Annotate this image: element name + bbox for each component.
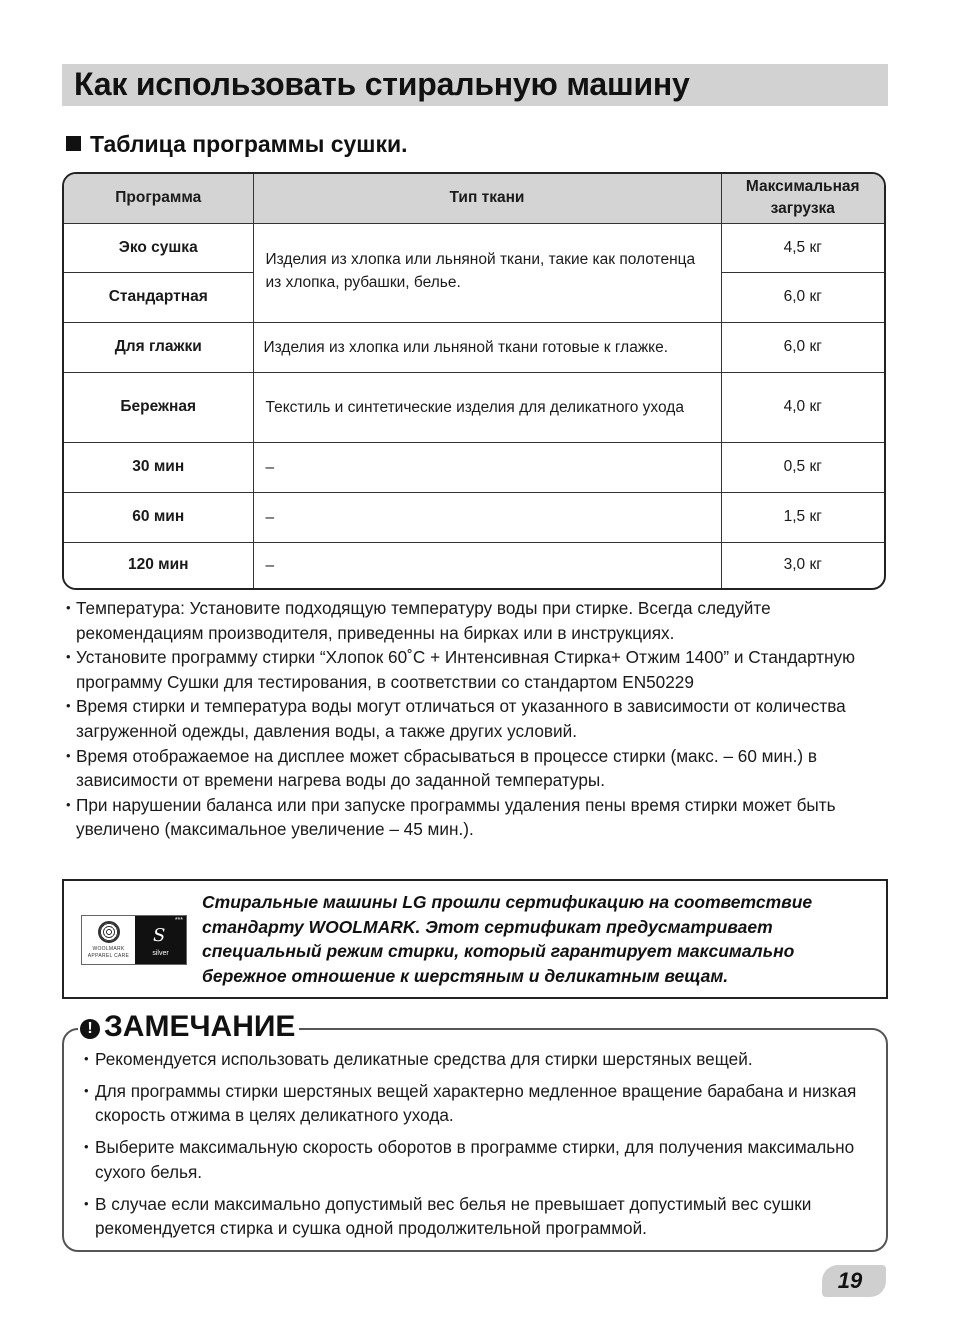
woolmark-stars: *** [174,917,183,924]
table-row [64,322,884,372]
page-number: 19 [837,1268,863,1293]
remark-title [78,1010,299,1044]
woolmark-s-icon: S [153,925,166,946]
header-fabric: Тип ткани [253,174,721,223]
list-item: • Рекомендуется использовать деликатные средства для стирки шерстяных вещей. [84,1047,874,1071]
notes-list [66,596,888,842]
program-cell: Эко сушка [64,223,253,272]
table-row [64,372,884,442]
load-cell: 0,5 кг [721,442,884,492]
exclamation-icon: ! [80,1019,100,1039]
program-cell: 120 мин [64,542,253,588]
program-cell: Бережная [64,372,253,442]
woolmark-emblem [82,916,135,964]
table-row [64,223,884,272]
table-row [64,442,884,492]
header-load: Максимальная загрузка [721,174,884,223]
page-header [62,64,888,106]
load-cell: 3,0 кг [721,542,884,588]
woolmark-logo-subtext: APPAREL CARE [87,953,130,959]
table-header-row [64,174,884,223]
list-item: • Для программы стирки шерстяных вещей характерно медленное вращение барабана и низкая скорость отжима в целях деликатного ухода. [84,1079,874,1128]
load-cell: 4,0 кг [721,372,884,442]
list-item: • Выберите максимальную скорость оборотов в программе стирки, для получения максимально сухого белья. [84,1135,874,1184]
table-row [64,542,884,588]
list-item: • В случае если максимально допустимый вес белья не превышает допустимый вес сушки рекомендуется стирка и сушка одной продолжительной программой. [84,1192,874,1241]
page-number-badge [822,1265,886,1297]
woolmark-logo-text: WOOLMARK [92,946,125,952]
drying-program-table [62,172,886,590]
woolmark-silver-badge [135,916,186,964]
load-cell: 4,5 кг [721,223,884,272]
load-cell: 6,0 кг [721,322,884,372]
list-item: • Установите программу стирки “Хлопок 60˚С + Интенсивная Стирка+ Отжим 1400” и Стандартную программу Сушки для тестирования, в соответствии со стандартом EN50229 [66,645,888,694]
woolmark-logo [81,915,187,965]
page-title: Как использовать стиральную машину [74,66,690,102]
program-cell: 60 мин [64,492,253,542]
load-cell: 1,5 кг [721,492,884,542]
woolmark-text: Стиральные машины LG прошли сертификацию на соответствие стандарту WOOLMARK. Этот сертификат предусматривает специальный режим стирки, который гарантирует максимально бережное отношение к шерстяным и деликатным вещам. [202,892,813,986]
program-cell: 30 мин [64,442,253,492]
list-item: • Температура: Установите подходящую температуру воды при стирке. Всегда следуйте рекомендациям производителя, приведенны на бирках или в инструкциях. [66,596,888,645]
list-item: • Время отображаемое на дисплее может сбрасываться в процессе стирки (макс. – 60 мин.) в зависимости от времени нагрева воды до заданной температуры. [66,744,888,793]
fabric-cell: – [253,492,721,542]
woolmark-ball-icon [98,921,120,943]
load-cell: 6,0 кг [721,272,884,322]
section-title [66,131,408,158]
fabric-cell: Текстиль и синтетические изделия для деликатного ухода [253,372,721,442]
program-cell: Стандартная [64,272,253,322]
program-cell: Для глажки [64,322,253,372]
fabric-cell: Изделия из хлопка или льняной ткани, такие как полотенца из хлопка, рубашки, белье. [253,223,721,322]
remark-title-text: ЗАМЕЧАНИЕ [104,1010,296,1043]
square-bullet-icon [66,136,81,151]
list-item: • При нарушении баланса или при запуске программы удаления пены время стирки может быть увеличено (максимальное увеличение – 45 мин.). [66,793,888,842]
woolmark-box [62,879,888,999]
fabric-cell: Изделия из хлопка или льняной ткани готовые к глажке. [253,322,721,372]
list-item: • Время стирки и температура воды могут отличаться от указанного в зависимости от количества загруженной одежды, давления воды, а также других условий. [66,694,888,743]
header-program: Программа [64,174,253,223]
table-row [64,492,884,542]
fabric-cell: – [253,442,721,492]
remark-list [84,1047,874,1248]
woolmark-grade: silver [152,950,169,957]
section-title-text: Таблица программы сушки. [90,131,408,157]
fabric-cell: – [253,542,721,588]
